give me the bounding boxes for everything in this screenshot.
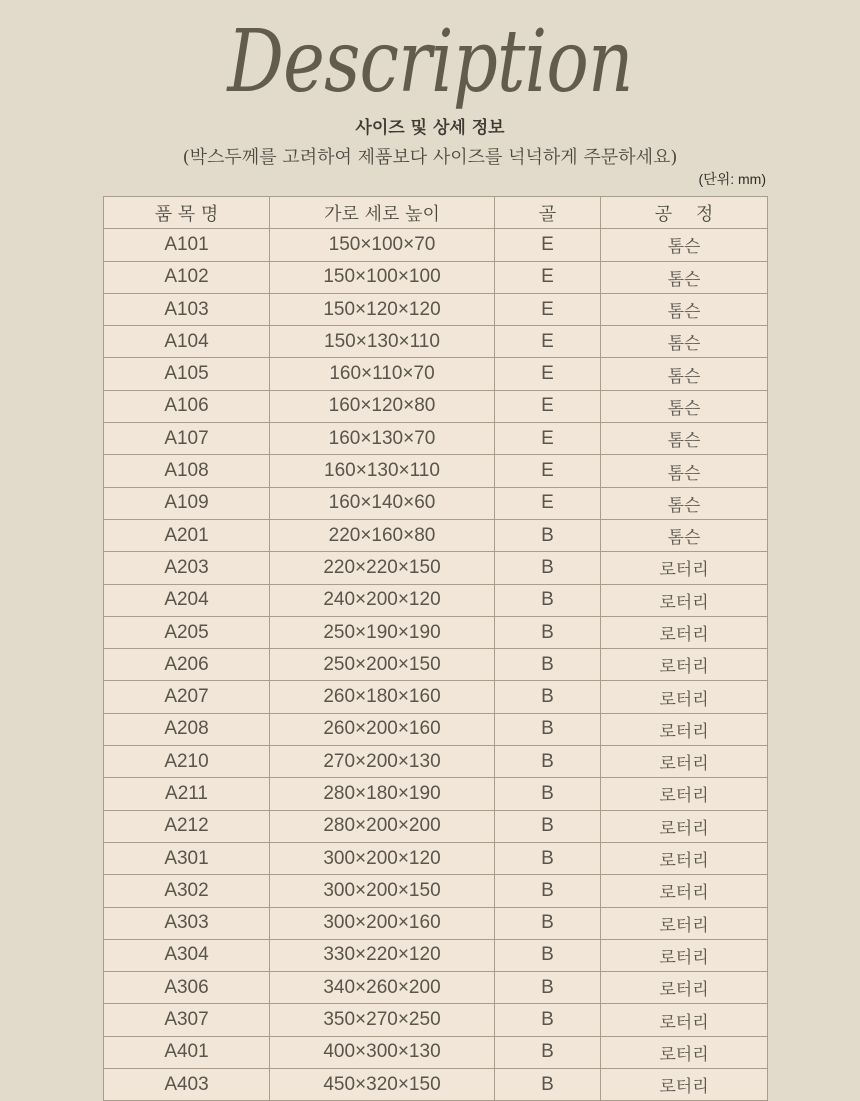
dimensions-cell: 160×130×70: [270, 423, 495, 455]
flute-cell: B: [495, 875, 601, 907]
order-note: (박스두께를 고려하여 제품보다 사이즈를 넉넉하게 주문하세요): [182, 147, 678, 168]
process-cell: 톰슨: [601, 229, 768, 261]
dimensions-cell: 300×200×150: [270, 875, 495, 907]
process-cell: 톰슨: [601, 423, 768, 455]
size-table: [103, 196, 768, 1101]
column-header-item-name: 품 목 명: [104, 197, 270, 229]
dimensions-cell: 300×200×120: [270, 842, 495, 874]
table-header-row: [104, 197, 768, 229]
flute-cell: E: [495, 487, 601, 519]
table-row: [104, 519, 768, 551]
process-cell: 톰슨: [601, 358, 768, 390]
table-row: [104, 1036, 768, 1068]
table-row: [104, 1069, 768, 1101]
table-row: [104, 616, 768, 648]
process-cell: 로터리: [601, 681, 768, 713]
table-row: [104, 358, 768, 390]
table-row: [104, 390, 768, 422]
unit-label: (단위: mm): [698, 171, 766, 187]
table-row: [104, 487, 768, 519]
dimensions-cell: 330×220×120: [270, 939, 495, 971]
flute-cell: B: [495, 1036, 601, 1068]
item-name-cell: A307: [104, 1004, 270, 1036]
dimensions-cell: 220×160×80: [270, 519, 495, 551]
process-cell: 로터리: [601, 616, 768, 648]
process-cell: 로터리: [601, 842, 768, 874]
table-row: [104, 713, 768, 745]
item-name-cell: A303: [104, 907, 270, 939]
flute-cell: B: [495, 972, 601, 1004]
item-name-cell: A204: [104, 584, 270, 616]
table-row: [104, 810, 768, 842]
table-row: [104, 681, 768, 713]
item-name-cell: A302: [104, 875, 270, 907]
flute-cell: E: [495, 358, 601, 390]
flute-cell: B: [495, 713, 601, 745]
dimensions-cell: 150×120×120: [270, 293, 495, 325]
table-row: [104, 584, 768, 616]
item-name-cell: A212: [104, 810, 270, 842]
dimensions-cell: 270×200×130: [270, 746, 495, 778]
flute-cell: B: [495, 584, 601, 616]
item-name-cell: A205: [104, 616, 270, 648]
dimensions-cell: 160×140×60: [270, 487, 495, 519]
item-name-cell: A101: [104, 229, 270, 261]
flute-cell: B: [495, 907, 601, 939]
dimensions-cell: 350×270×250: [270, 1004, 495, 1036]
dimensions-cell: 160×110×70: [270, 358, 495, 390]
process-cell: 로터리: [601, 649, 768, 681]
flute-cell: B: [495, 939, 601, 971]
table-row: [104, 455, 768, 487]
flute-cell: E: [495, 390, 601, 422]
process-cell: 톰슨: [601, 455, 768, 487]
process-cell: 로터리: [601, 907, 768, 939]
process-cell: 톰슨: [601, 487, 768, 519]
item-name-cell: A206: [104, 649, 270, 681]
table-row: [104, 875, 768, 907]
table-row: [104, 552, 768, 584]
column-header-process: 공 정: [601, 197, 768, 229]
dimensions-cell: 250×200×150: [270, 649, 495, 681]
item-name-cell: A107: [104, 423, 270, 455]
dimensions-cell: 260×180×160: [270, 681, 495, 713]
process-cell: 로터리: [601, 1004, 768, 1036]
process-cell: 로터리: [601, 552, 768, 584]
table-row: [104, 326, 768, 358]
table-row: [104, 649, 768, 681]
flute-cell: B: [495, 552, 601, 584]
process-cell: 로터리: [601, 939, 768, 971]
dimensions-cell: 260×200×160: [270, 713, 495, 745]
process-cell: 로터리: [601, 972, 768, 1004]
item-name-cell: A301: [104, 842, 270, 874]
table-row: [104, 1004, 768, 1036]
table-row: [104, 261, 768, 293]
process-cell: 톰슨: [601, 293, 768, 325]
table-body: [104, 229, 768, 1101]
dimensions-cell: 450×320×150: [270, 1069, 495, 1101]
table-row: [104, 229, 768, 261]
process-cell: 로터리: [601, 810, 768, 842]
dimensions-cell: 240×200×120: [270, 584, 495, 616]
item-name-cell: A211: [104, 778, 270, 810]
process-cell: 톰슨: [601, 390, 768, 422]
item-name-cell: A103: [104, 293, 270, 325]
dimensions-cell: 160×120×80: [270, 390, 495, 422]
flute-cell: E: [495, 261, 601, 293]
dimensions-cell: 280×200×200: [270, 810, 495, 842]
table-row: [104, 939, 768, 971]
process-cell: 로터리: [601, 746, 768, 778]
flute-cell: B: [495, 519, 601, 551]
item-name-cell: A208: [104, 713, 270, 745]
flute-cell: E: [495, 423, 601, 455]
dimensions-cell: 280×180×190: [270, 778, 495, 810]
item-name-cell: A403: [104, 1069, 270, 1101]
table-row: [104, 972, 768, 1004]
item-name-cell: A102: [104, 261, 270, 293]
process-cell: 로터리: [601, 778, 768, 810]
column-header-flute: 골: [495, 197, 601, 229]
table-row: [104, 778, 768, 810]
table-row: [104, 842, 768, 874]
item-name-cell: A401: [104, 1036, 270, 1068]
process-cell: 톰슨: [601, 519, 768, 551]
item-name-cell: A203: [104, 552, 270, 584]
dimensions-cell: 160×130×110: [270, 455, 495, 487]
dimensions-cell: 400×300×130: [270, 1036, 495, 1068]
flute-cell: E: [495, 326, 601, 358]
item-name-cell: A108: [104, 455, 270, 487]
column-header-dimensions: 가로 세로 높이: [270, 197, 495, 229]
item-name-cell: A104: [104, 326, 270, 358]
flute-cell: B: [495, 681, 601, 713]
process-cell: 로터리: [601, 1069, 768, 1101]
item-name-cell: A106: [104, 390, 270, 422]
process-cell: 로터리: [601, 584, 768, 616]
item-name-cell: A109: [104, 487, 270, 519]
flute-cell: B: [495, 1069, 601, 1101]
item-name-cell: A306: [104, 972, 270, 1004]
flute-cell: B: [495, 746, 601, 778]
page-title: Description: [227, 12, 633, 112]
process-cell: 로터리: [601, 875, 768, 907]
item-name-cell: A207: [104, 681, 270, 713]
flute-cell: B: [495, 842, 601, 874]
flute-cell: B: [495, 616, 601, 648]
table-row: [104, 907, 768, 939]
process-cell: 톰슨: [601, 261, 768, 293]
section-subtitle: 사이즈 및 상세 정보: [355, 118, 505, 138]
flute-cell: B: [495, 778, 601, 810]
dimensions-cell: 150×130×110: [270, 326, 495, 358]
dimensions-cell: 150×100×100: [270, 261, 495, 293]
item-name-cell: A201: [104, 519, 270, 551]
item-name-cell: A105: [104, 358, 270, 390]
table-row: [104, 746, 768, 778]
process-cell: 로터리: [601, 1036, 768, 1068]
flute-cell: B: [495, 649, 601, 681]
dimensions-cell: 340×260×200: [270, 972, 495, 1004]
dimensions-cell: 220×220×150: [270, 552, 495, 584]
flute-cell: E: [495, 293, 601, 325]
flute-cell: E: [495, 229, 601, 261]
dimensions-cell: 250×190×190: [270, 616, 495, 648]
table-row: [104, 423, 768, 455]
flute-cell: B: [495, 810, 601, 842]
flute-cell: E: [495, 455, 601, 487]
item-name-cell: A304: [104, 939, 270, 971]
table-row: [104, 293, 768, 325]
process-cell: 톰슨: [601, 326, 768, 358]
process-cell: 로터리: [601, 713, 768, 745]
dimensions-cell: 300×200×160: [270, 907, 495, 939]
dimensions-cell: 150×100×70: [270, 229, 495, 261]
flute-cell: B: [495, 1004, 601, 1036]
item-name-cell: A210: [104, 746, 270, 778]
